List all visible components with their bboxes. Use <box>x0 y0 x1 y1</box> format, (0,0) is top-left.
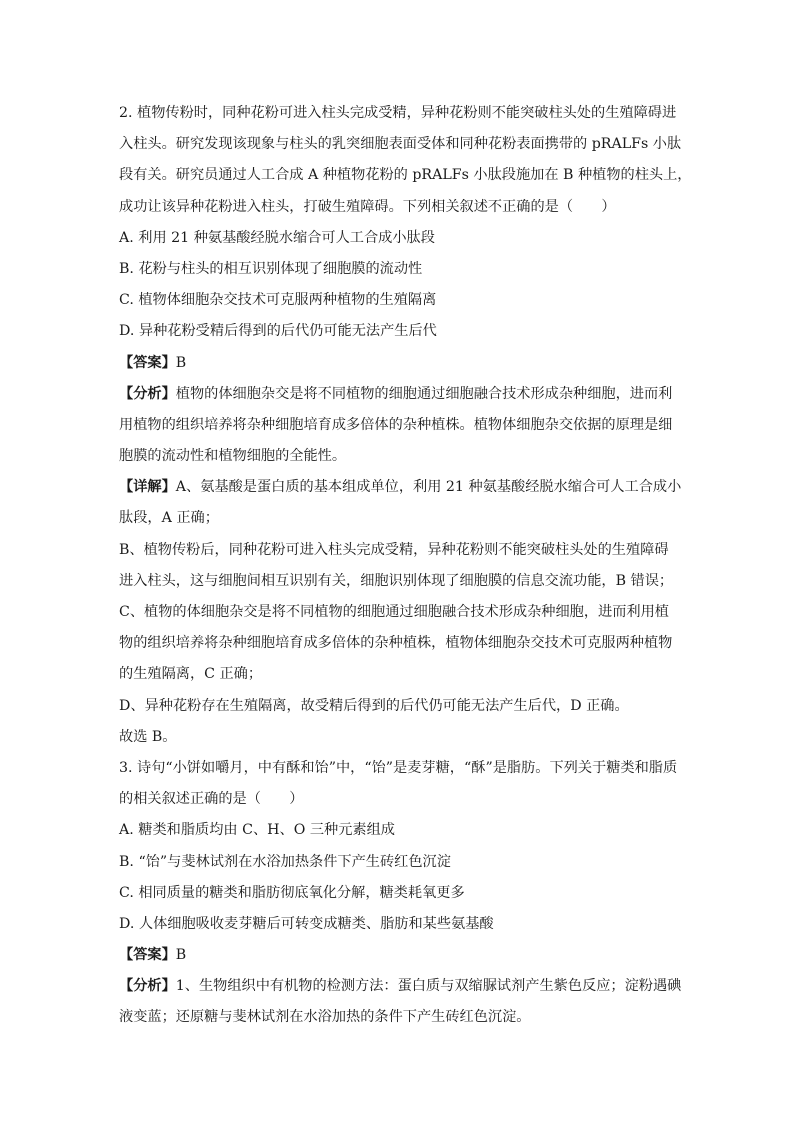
question-2-stem-line-4: 成功让该异种花粉进入柱头，打破生殖障碍。下列相关叙述不正确的是（ ） <box>119 198 616 215</box>
question-2-analysis-line-3: 胞膜的流动性和植物细胞的全能性。 <box>119 448 347 465</box>
question-2-answer <box>119 348 675 379</box>
question-3 <box>119 753 682 1034</box>
question-2-stem-line-2: 入柱头。研究发现该现象与柱头的乳突细胞表面受体和同种花粉表面携带的 pRALFs 小肽 <box>119 136 682 153</box>
question-2-detail-line-8: D、异种花粉存在生殖隔离，故受精后得到的后代仍可能无法产生后代，D 正确。 <box>119 697 629 714</box>
question-3-stem-line-2: 的相关叙述正确的是（ ） <box>119 791 304 808</box>
question-2-detail-line-6: 物的组织培养将杂种细胞培育成多倍体的杂种植株，植物体细胞杂交技术可克服两种植物 <box>119 635 673 652</box>
detail-text: A、氨基酸是蛋白质的基本组成单位，利用 21 种氨基酸经脱水缩合可人工合成小 <box>175 479 682 496</box>
question-2-detail-line-3: B、植物传粉后，同种花粉可进入柱头完成受精，异种花粉则不能突破柱头处的生殖障碍 <box>119 541 669 558</box>
question-2-conclusion: 故选 B。 <box>119 728 177 745</box>
question-3-stem-line-1: 3. 诗句“小饼如嚼月，中有酥和饴”中，“饴”是麦芽糖，“酥”是脂肪。下列关于糖类和脂质 <box>119 759 678 776</box>
analysis-text: 1、生物组织中有机物的检测方法：蛋白质与双缩脲试剂产生紫色反应；淀粉遇碘 <box>175 978 682 995</box>
question-3-option-d: D. 人体细胞吸收麦芽糖后可转变成糖类、脂肪和某些氨基酸 <box>119 915 494 932</box>
question-3-analysis-line-2: 液变蓝；还原糖与斐林试剂在水浴加热的条件下产生砖红色沉淀。 <box>119 1009 531 1026</box>
answer-label: 【答案】 <box>119 947 176 964</box>
question-2-option-c: C. 植物体细胞杂交技术可克服两种植物的生殖隔离 <box>119 292 437 309</box>
question-2-detail-line-2: 肽段，A 正确； <box>119 510 219 527</box>
detail-label: 【详解】 <box>119 479 176 496</box>
question-2-option-a: A. 利用 21 种氨基酸经脱水缩合可人工合成小肽段 <box>119 229 435 246</box>
question-2-stem-line-3: 段有关。研究员通过人工合成 A 种植物花粉的 pRALFs 小肽段施加在 B 种植物的柱头上， <box>119 167 692 184</box>
question-2-stem-line-1: 2. 植物传粉时，同种花粉可进入柱头完成受精，异种花粉则不能突破柱头处的生殖障碍进 <box>119 105 677 121</box>
question-2-option-d: D. 异种花粉受精后得到的后代仍可能无法产生后代 <box>119 323 437 340</box>
question-2-analysis-line-2: 用植物的组织培养将杂种细胞培育成多倍体的杂种植株。植物体细胞杂交依据的原理是细 <box>119 416 673 433</box>
analysis-label: 【分析】 <box>119 978 176 995</box>
question-3-analysis-line-1 <box>119 971 682 1002</box>
question-3-option-a: A. 糖类和脂质均由 C、H、O 三种元素组成 <box>119 822 395 839</box>
question-3-option-c: C. 相同质量的糖类和脂肪彻底氧化分解，糖类耗氧更多 <box>119 884 465 901</box>
question-2-detail-line-4: 进入柱头，这与细胞间相互识别有关，细胞识别体现了细胞膜的信息交流功能，B 错误； <box>119 572 674 589</box>
answer-label: 【答案】 <box>119 354 176 371</box>
question-3-answer <box>119 940 675 971</box>
analysis-text: 植物的体细胞杂交是将不同植物的细胞通过细胞融合技术形成杂种细胞，进而利 <box>175 385 673 402</box>
analysis-label: 【分析】 <box>119 385 176 402</box>
question-2-detail-line-1 <box>119 472 682 503</box>
document-page <box>119 98 692 1034</box>
answer-value: B <box>175 947 187 964</box>
answer-value: B <box>175 354 187 371</box>
question-2-option-b: B. 花粉与柱头的相互识别体现了细胞膜的流动性 <box>119 260 423 277</box>
question-3-option-b: B. “饴”与斐林试剂在水浴加热条件下产生砖红色沉淀 <box>119 853 451 870</box>
question-2-detail-line-7: 的生殖隔离，C 正确； <box>119 666 263 683</box>
question-2 <box>119 98 692 753</box>
question-2-detail-line-5: C、植物的体细胞杂交是将不同植物的细胞通过细胞融合技术形成杂种细胞，进而利用植 <box>119 604 669 620</box>
question-2-analysis-line-1 <box>119 379 675 410</box>
